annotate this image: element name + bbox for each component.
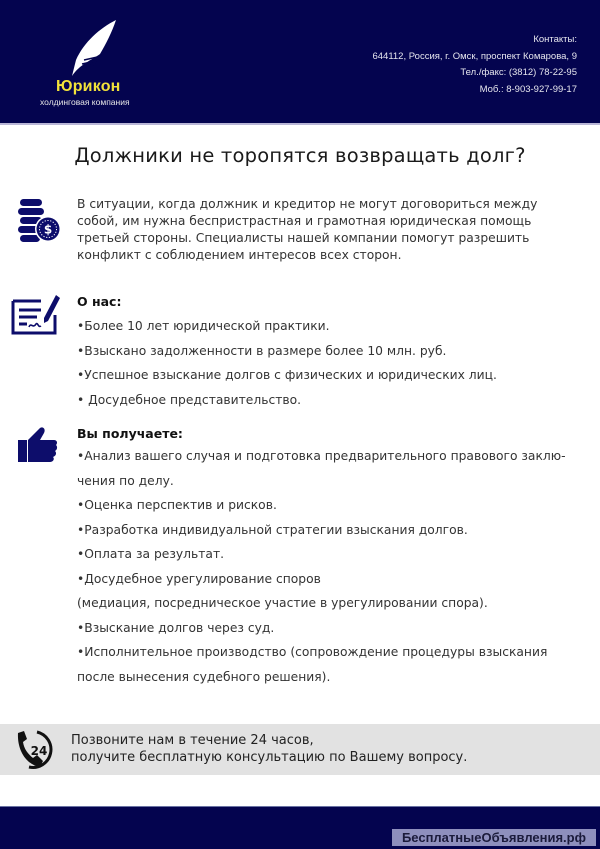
benefit-item: после вынесения судебного решения). xyxy=(77,669,331,684)
svg-text:24: 24 xyxy=(30,744,48,758)
header xyxy=(0,0,600,125)
brand-name: Юрикон xyxy=(56,78,121,95)
benefit-item: •Анализ вашего случая и подготовка предварительного правового заклю- xyxy=(77,449,566,463)
benefit-item: •Досудебное урегулирование споров xyxy=(77,571,321,586)
brand-subtitle: холдинговая компания xyxy=(40,97,130,107)
benefit-item: (медиация, посредническое участие в урегулировании спора). xyxy=(77,596,488,610)
thumbs-up-icon xyxy=(18,426,58,468)
about-item: • Досудебное представительство. xyxy=(77,392,302,407)
benefit-item: •Оплата за результат. xyxy=(77,547,225,561)
page-title: Должники не торопятся возвращать долг? xyxy=(74,144,526,167)
coins-dollar-icon xyxy=(17,198,63,248)
about-item: •Взыскано задолженности в размере более 10 млн. руб. xyxy=(77,343,447,358)
signed-document-icon xyxy=(11,293,61,339)
feather-sail-icon xyxy=(70,20,118,78)
contacts-label: Контакты: xyxy=(533,34,577,45)
intro-line: В ситуации, когда должник и кредитор не могут договориться между xyxy=(77,197,538,211)
benefit-item: •Оценка перспектив и рисков. xyxy=(77,498,277,512)
about-item: •Успешное взыскание долгов с физических и юридических лиц. xyxy=(77,368,497,382)
about-item: •Более 10 лет юридической практики. xyxy=(77,319,330,333)
cta-line-2: получите бесплатную консультацию по Вашему вопросу. xyxy=(71,750,468,765)
about-list xyxy=(77,314,592,412)
phone-24h-icon xyxy=(15,729,55,775)
benefit-item: чения по делу. xyxy=(77,473,174,488)
benefit-item: •Взыскание долгов через суд. xyxy=(77,620,275,635)
contacts-block xyxy=(372,32,577,98)
benefits-list xyxy=(77,444,592,689)
about-heading: О нас: xyxy=(77,294,122,309)
benefits-heading: Вы получаете: xyxy=(77,426,183,441)
cta-line-1: Позвоните нам в течение 24 часов, xyxy=(71,733,314,748)
footer xyxy=(0,806,600,849)
intro-line: конфликт с соблюдением интересов всех сторон. xyxy=(77,248,402,262)
benefit-item: •Исполнительное производство (сопровождение процедуры взыскания xyxy=(77,645,548,659)
intro-line: собой, им нужна беспристрастная и грамотная юридическая помощь xyxy=(77,214,532,228)
logo xyxy=(36,20,146,110)
phone-fax: Тел./факс: (3812) 78-22-95 xyxy=(460,67,577,78)
address: 644112, Россия, г. Омск, проспект Комарова, 9 xyxy=(372,50,577,62)
call-to-action-band xyxy=(0,724,600,775)
mobile-phone: Моб.: 8-903-927-99-17 xyxy=(479,83,577,95)
cta-text xyxy=(71,732,467,766)
watermark-link[interactable]: БесплатныеОбъявления.рф xyxy=(392,829,596,846)
intro-paragraph xyxy=(77,196,577,264)
svg-text:$: $ xyxy=(43,222,53,237)
benefit-item: •Разработка индивидуальной стратегии взыскания долгов. xyxy=(77,522,468,537)
intro-line: третьей стороны. Специалисты нашей компании помогут разрешить xyxy=(77,231,530,245)
